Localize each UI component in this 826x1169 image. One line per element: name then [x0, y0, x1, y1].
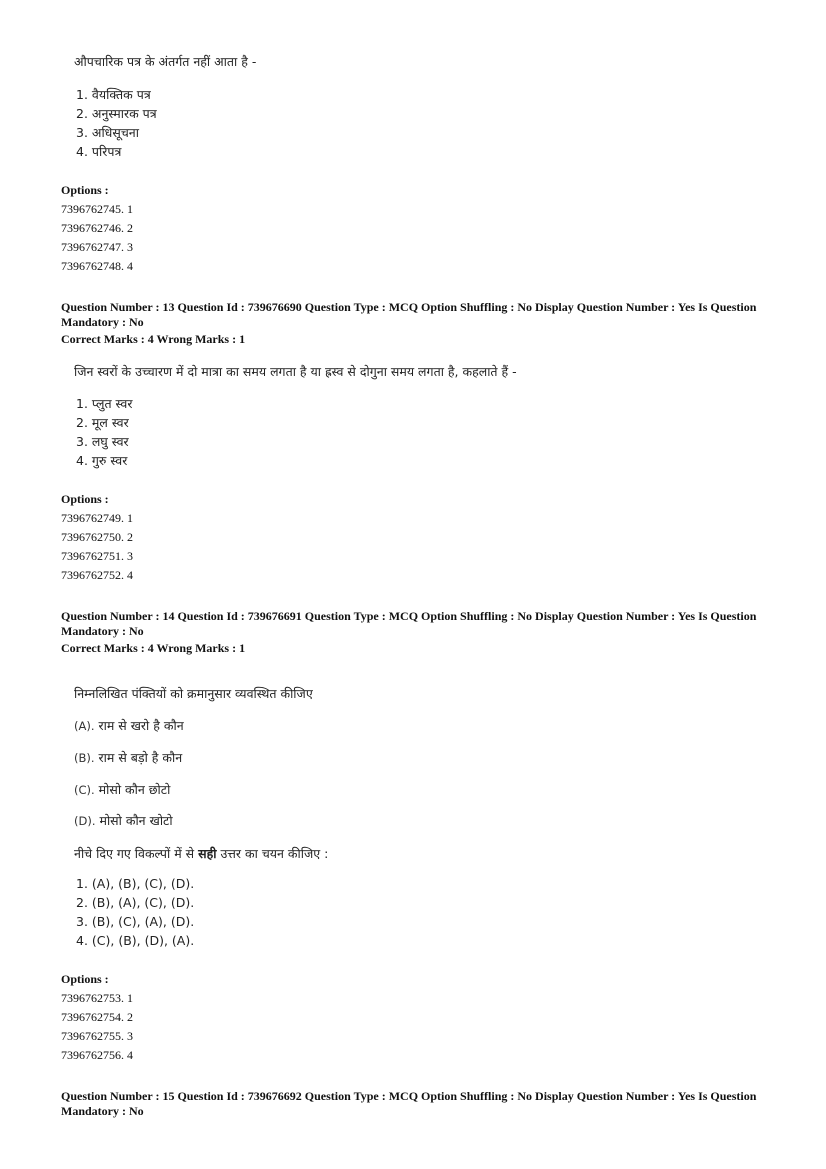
question-14-option-id-1: 7396762753. 1 [61, 991, 133, 1005]
question-14-statement-a [74, 717, 184, 734]
statement-tag: (A). [74, 719, 95, 733]
question-14-statement-b [74, 749, 182, 766]
question-12-option-id-1: 7396762745. 1 [61, 202, 133, 216]
question-12-option-id-3: 7396762747. 3 [61, 240, 133, 254]
question-14-marks: Correct Marks : 4 Wrong Marks : 1 [61, 641, 246, 655]
statement-text: राम से खरो है कौन [98, 718, 184, 733]
statement-text: मोसो कौन खोटो [99, 813, 173, 828]
question-14-choice-4: 4. (C), (B), (D), (A). [76, 933, 195, 948]
question-13-choice-4: 4. गुरु स्वर [76, 453, 128, 468]
question-13-choice-1: 1. प्लुत स्वर [76, 396, 133, 411]
question-14-instruction [74, 845, 328, 862]
statement-tag: (C). [74, 783, 95, 797]
question-12-option-id-2: 7396762746. 2 [61, 221, 133, 235]
statement-tag: (B). [74, 751, 95, 765]
question-13-choice-2: 2. मूल स्वर [76, 415, 129, 430]
question-12-choice-1: 1. वैयक्तिक पत्र [76, 87, 151, 102]
question-12-options-label: Options : [61, 183, 109, 197]
question-14-options-label: Options : [61, 972, 109, 986]
question-14-choice-1: 1. (A), (B), (C), (D). [76, 876, 195, 891]
question-13-option-id-1: 7396762749. 1 [61, 511, 133, 525]
question-12-choice-4: 4. परिपत्र [76, 144, 122, 159]
statement-tag: (D). [74, 814, 96, 828]
question-13-option-id-3: 7396762751. 3 [61, 549, 133, 563]
statement-text: राम से बड़ो है कौन [98, 750, 183, 765]
question-13-header: Question Number : 13 Question Id : 739676690 Question Type : MCQ Option Shuffling : No Display Question Number : Yes Is Question Mandatory : No [61, 300, 757, 329]
question-14-statement-d [74, 812, 173, 829]
question-14-option-id-2: 7396762754. 2 [61, 1010, 133, 1024]
question-14-choice-2: 2. (B), (A), (C), (D). [76, 895, 195, 910]
question-13-option-id-2: 7396762750. 2 [61, 530, 133, 544]
question-15-header: Question Number : 15 Question Id : 739676692 Question Type : MCQ Option Shuffling : No Display Question Number : Yes Is Question Mandatory : No [61, 1089, 757, 1118]
instruction-pre: नीचे दिए गए विकल्पों में से [74, 846, 195, 861]
question-14-header: Question Number : 14 Question Id : 739676691 Question Type : MCQ Option Shuffling : No Display Question Number : Yes Is Question Mandatory : No [61, 609, 757, 638]
question-14-text: निम्नलिखित पंक्तियों को क्रमानुसार व्यवस्थित कीजिए [74, 686, 313, 701]
question-12-text: औपचारिक पत्र के अंतर्गत नहीं आता है - [74, 54, 257, 69]
question-14-statement-c [74, 781, 170, 798]
question-14-option-id-4: 7396762756. 4 [61, 1048, 133, 1062]
question-12-choice-3: 3. अधिसूचना [76, 125, 139, 140]
question-14-option-id-3: 7396762755. 3 [61, 1029, 133, 1043]
instruction-emphasis: सही [198, 846, 217, 861]
question-12-option-id-4: 7396762748. 4 [61, 259, 133, 273]
question-13-options-label: Options : [61, 492, 109, 506]
question-12-choice-2: 2. अनुस्मारक पत्र [76, 106, 157, 121]
statement-text: मोसो कौन छोटो [98, 782, 171, 797]
question-13-option-id-4: 7396762752. 4 [61, 568, 133, 582]
question-13-choice-3: 3. लघु स्वर [76, 434, 129, 449]
question-13-marks: Correct Marks : 4 Wrong Marks : 1 [61, 332, 246, 346]
instruction-post: उत्तर का चयन कीजिए : [220, 846, 329, 861]
question-14-choice-3: 3. (B), (C), (A), (D). [76, 914, 195, 929]
question-13-text: जिन स्वरों के उच्चारण में दो मात्रा का समय लगता है या ह्रस्व से दोगुना समय लगता है, कहलाते हैं - [74, 364, 517, 379]
